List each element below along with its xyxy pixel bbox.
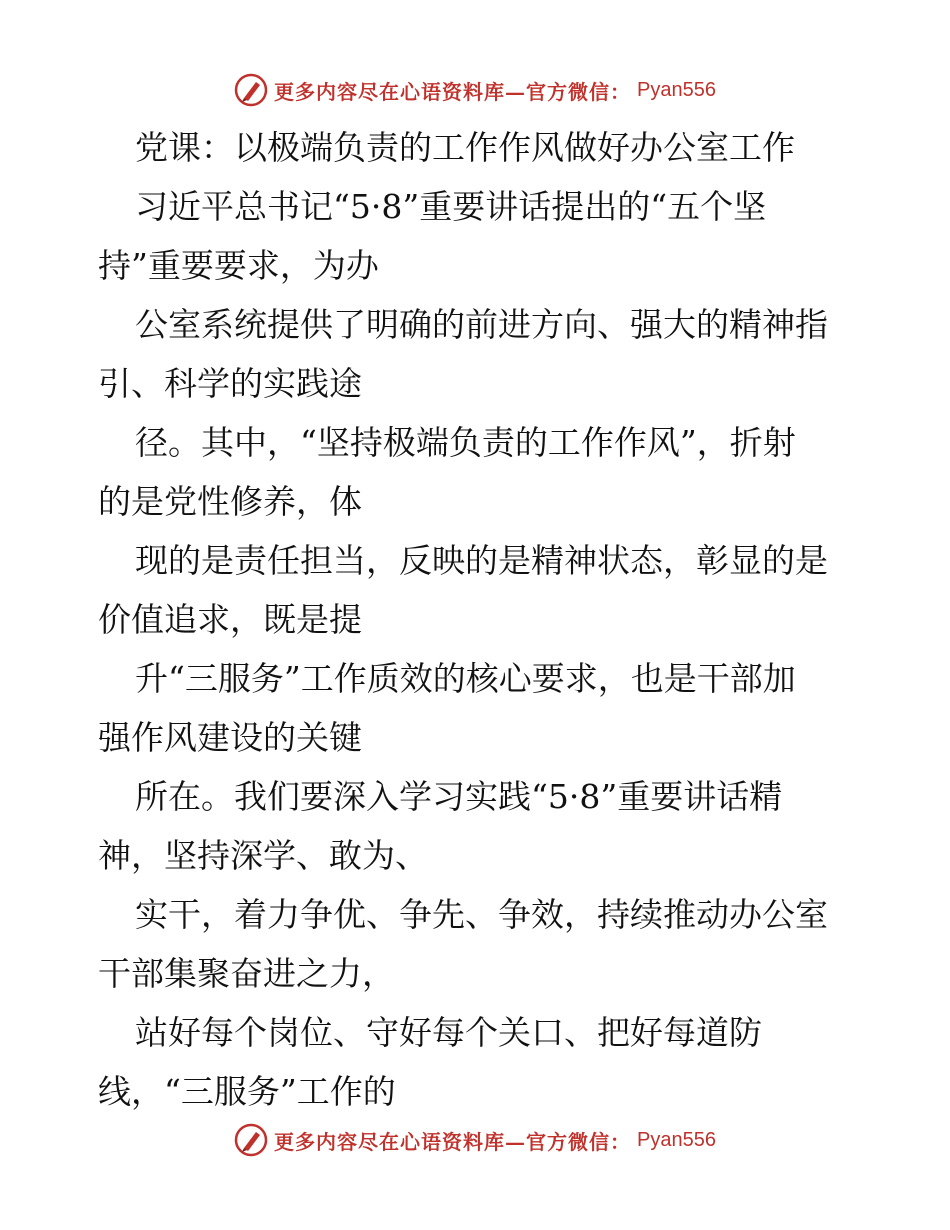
pen-logo-icon (234, 1123, 268, 1157)
body-line: 实干，着力争优、争先、争效，持续推动办公室 (135, 895, 828, 934)
banner-wechat-id: Pyan556 (637, 1128, 716, 1151)
body-line: 升“三服务”工作质效的核心要求，也是干部加 (135, 659, 796, 698)
body-line: 引、科学的实践途 (98, 364, 362, 403)
body-line: 径。其中，“坚持极端负责的工作作风”，折射 (135, 423, 796, 462)
body-line: 习近平总书记“5·8”重要讲话提出的“五个坚 (135, 187, 767, 226)
document-title: 党课：以极端负责的工作作风做好办公室工作 (135, 128, 795, 167)
body-line: 公室系统提供了明确的前进方向、强大的精神指 (135, 305, 828, 344)
body-line: 持”重要要求，为办 (98, 246, 379, 285)
footer-banner (0, 1120, 950, 1160)
banner-wechat-id: Pyan556 (637, 78, 716, 101)
body-line: 所在。我们要深入学习实践“5·8”重要讲话精 (135, 777, 783, 816)
pen-logo-icon (234, 73, 268, 107)
body-line: 站好每个岗位、守好每个关口、把好每道防 (135, 1013, 762, 1052)
body-line: 现的是责任担当，反映的是精神状态，彰显的是 (135, 541, 828, 580)
header-banner (0, 70, 950, 110)
body-line: 干部集聚奋进之力， (98, 954, 395, 993)
body-line: 神，坚持深学、敢为、 (98, 836, 428, 875)
body-line: 的是党性修养，体 (98, 482, 362, 521)
body-line: 强作风建设的关键 (98, 718, 362, 757)
body-line: 线，“三服务”工作的 (98, 1072, 396, 1111)
banner-text: 更多内容尽在心语资料库—官方微信： (274, 1129, 632, 1154)
banner-text: 更多内容尽在心语资料库—官方微信： (274, 79, 632, 104)
body-line: 价值追求，既是提 (98, 600, 362, 639)
